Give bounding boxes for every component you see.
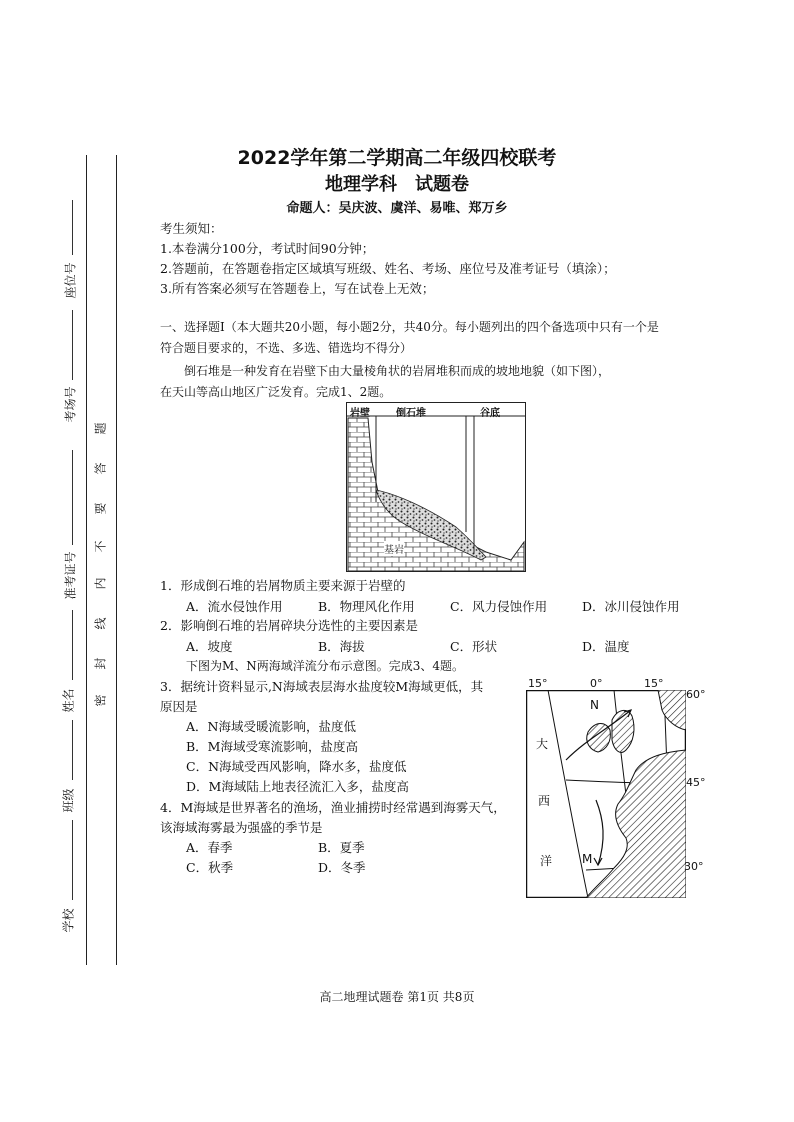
authors: 命题人：吴庆波、虞洋、易唯、郑万乡 [286,201,508,216]
question-1-stem: 1．形成倒石堆的岩屑物质主要来源于岩壁的 [160,578,406,593]
question-3-stem-cont: 原因是 [160,699,198,714]
exam-room-label: 考场号 [63,386,78,423]
passage: 倒石堆是一种发育在岩壁下由大量棱角状的岩屑堆积而成的坡地地貌（如下图）， [184,364,611,378]
label-valley-floor: 谷底 [480,408,500,419]
ocean-label: 洋 [540,854,553,868]
q3-option-c[interactable]: C．N海域受西风影响，降水多，盐度低 [186,759,407,774]
seal-char: 线 [93,617,108,630]
seal-char: 要 [93,502,108,515]
q2-option-b[interactable]: B．海拔 [318,639,365,654]
passage: 在天山等高山地区广泛发育。完成1、2题。 [160,385,392,399]
seal-char: 密 [93,694,108,707]
page-footer: 高二地理试题卷 第1页 共8页 [319,990,475,1004]
q3-option-a[interactable]: A．N海域受暖流影响，盐度低 [186,719,356,734]
school-field[interactable] [72,820,73,900]
question-3-stem: 3．据统计资料显示,N海域表层海水盐度较M海域更低，其 [160,679,484,694]
notice-item: 1.本卷满分100分，考试时间90分钟； [160,241,375,256]
seat-number-label: 座位号 [63,262,78,299]
q4-option-b[interactable]: B．夏季 [318,840,365,855]
latitude-label-45: 45° [686,776,706,789]
q4-option-a[interactable]: A．春季 [186,840,233,855]
q3-option-d[interactable]: D．M海域陆上地表径流汇入多，盐度高 [186,779,409,794]
longitude-label-prime: 0° [590,677,603,690]
label-rock-wall: 岩壁 [350,408,370,419]
latitude-label-60: 60° [686,688,706,701]
binding-line-inner [116,155,117,965]
binding-line-outer [86,155,87,965]
name-field[interactable] [72,610,73,680]
notice-item: 2.答题前，在答题卷指定区域填写班级、姓名、考场、座位号及准考证号（填涂）； [160,261,616,276]
seal-char: 内 [93,577,108,590]
q1-option-a[interactable]: A．流水侵蚀作用 [186,599,283,614]
longitude-label-west: 15° [528,677,548,690]
question-2-stem: 2．影响倒石堆的岩屑碎块分选性的主要因素是 [160,618,418,633]
ocean-label: 西 [538,794,551,808]
exam-subtitle: 地理学科 试题卷 [325,174,469,195]
longitude-label-east: 15° [644,677,664,690]
exam-room-field[interactable] [72,310,73,380]
seal-char: 不 [93,540,108,553]
notice-item: 3.所有答案必须写在答题卷上，写在试卷上无效； [160,281,435,296]
talus-diagram [346,402,526,572]
exam-number-field[interactable] [72,450,73,545]
map-label-n: N [590,698,599,712]
q2-option-a[interactable]: A．坡度 [186,639,233,654]
passage-2: 下图为M、N两海域洋流分布示意图。完成3、4题。 [186,659,465,673]
seal-char: 题 [93,422,108,435]
q3-option-b[interactable]: B．M海域受寒流影响，盐度高 [186,739,358,754]
label-talus: 倒石堆 [396,408,426,419]
q4-option-d[interactable]: D．冬季 [318,860,366,875]
q4-option-c[interactable]: C．秋季 [186,860,234,875]
school-label: 学校 [61,908,76,933]
q1-option-d[interactable]: D．冰川侵蚀作用 [582,599,680,614]
q1-option-b[interactable]: B．物理风化作用 [318,599,415,614]
name-label: 姓名 [61,688,76,713]
seal-char: 答 [93,462,108,475]
q1-option-c[interactable]: C．风力侵蚀作用 [450,599,548,614]
class-label: 班级 [61,788,76,813]
exam-title: 2022学年第二学期高二年级四校联考 [237,147,557,169]
section-intro: 一、选择题Ⅰ（本大题共20小题，每小题2分，共40分。每小题列出的四个备选项中只有一个是 [160,320,659,334]
exam-number-label: 准考证号 [63,551,78,600]
question-4-stem-cont: 该海域海雾最为强盛的季节是 [160,820,323,835]
q2-option-d[interactable]: D．温度 [582,639,630,654]
notice-heading: 考生须知： [160,221,223,236]
label-bedrock: 基岩 [384,541,404,556]
question-4-stem: 4．M海域是世界著名的渔场，渔业捕捞时经常遇到海雾天气， [160,800,506,815]
map-label-m: M [582,852,593,866]
latitude-label-30: 30° [684,860,704,873]
section-intro: 符合题目要求的，不选、多选、错选均不得分） [160,341,413,355]
ocean-label: 大 [536,737,549,751]
q2-option-c[interactable]: C．形状 [450,639,498,654]
seal-char: 封 [93,657,108,670]
class-field[interactable] [72,720,73,780]
